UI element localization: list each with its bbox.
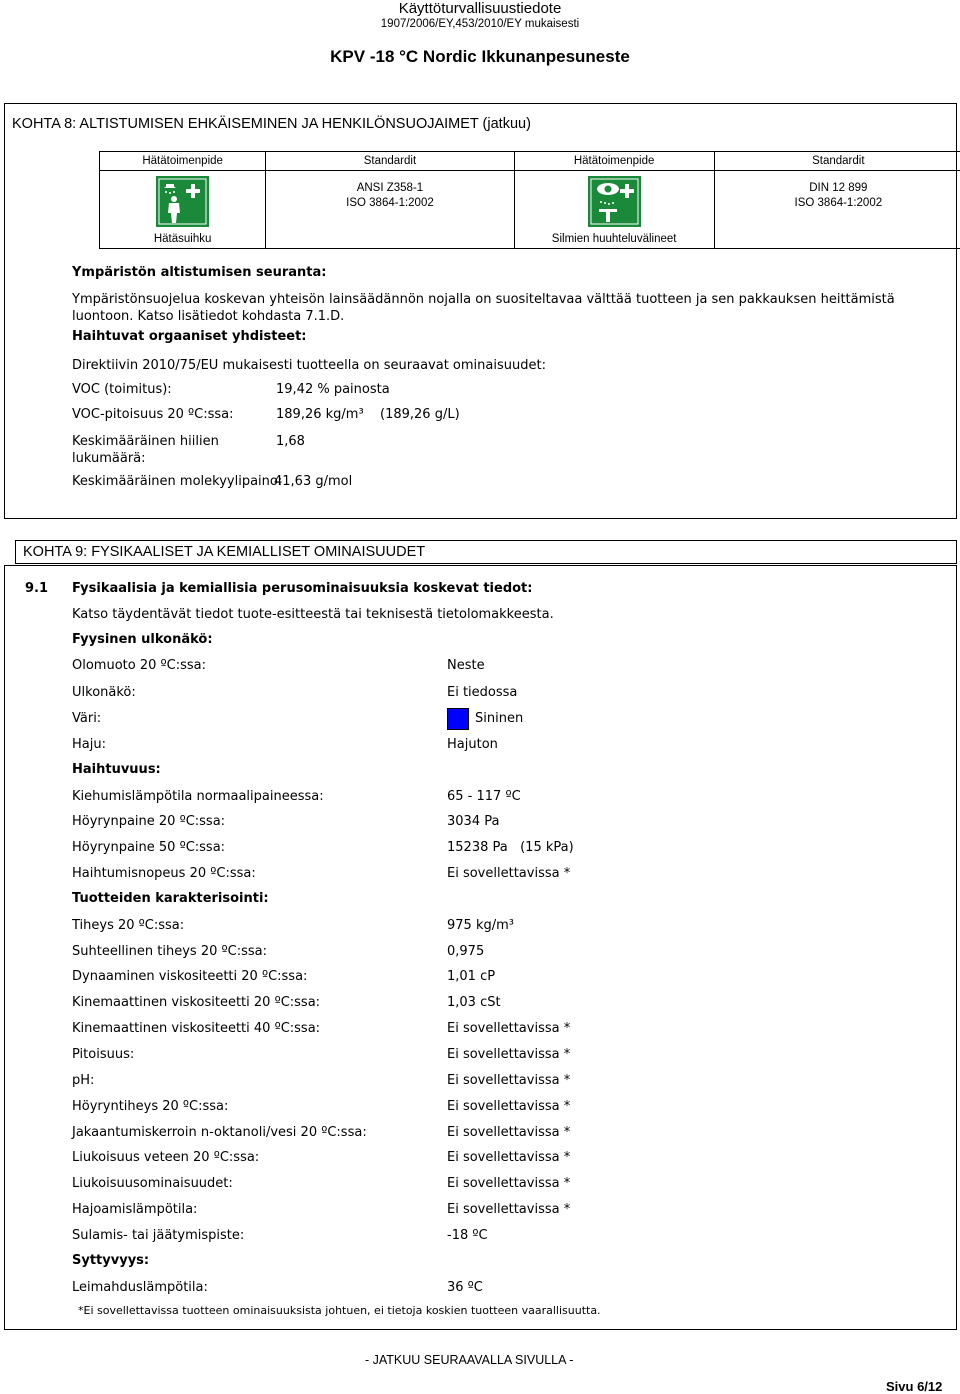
subsection-number: 9.1 [25, 581, 49, 596]
shower-label: Hätäsuihku [153, 233, 212, 245]
voc-heading: Haihtuvat orgaaniset yhdisteet: [72, 329, 307, 344]
kin-visc40-label: Kinemaattinen viskositeetti 40 ºC:ssa: [72, 1021, 321, 1036]
voc-intro: Direktiivin 2010/75/EU mukaisesti tuotteella on seuraavat ominaisuudet: [72, 358, 546, 373]
appearance-heading: Fyysinen ulkonäkö: [72, 632, 213, 647]
water-sol-label: Liukoisuus veteen 20 ºC:ssa: [72, 1150, 260, 1165]
decomp-label: Hajoamislämpötila: [72, 1202, 198, 1217]
shower-standards [266, 171, 514, 249]
melting-value: -18 ºC [447, 1228, 488, 1243]
regulation-reference: 1907/2006/EY,453/2010/EY mukaisesti [380, 18, 580, 30]
table-header: Hätätoimenpide [514, 152, 714, 171]
flash-value: 36 ºC [447, 1280, 483, 1295]
carbon-label-2: lukumäärä: [72, 451, 146, 466]
color-swatch [447, 708, 469, 730]
decomp-value: Ei sovellettavissa * [447, 1202, 571, 1217]
vapor-density-value: Ei sovellettavissa * [447, 1099, 571, 1114]
density-value: 975 kg/m³ [447, 918, 514, 933]
env-text-line-2: luontoon. Katso lisätiedot kohdasta 7.1.D. [72, 309, 345, 324]
mw-label: Keskimääräinen molekyylipaino: [72, 474, 283, 489]
voc-label: VOC (toimitus): [72, 382, 172, 397]
vapor50-value: 15238 Pa (15 kPa) [447, 840, 574, 855]
section-9-intro: Katso täydentävät tiedot tuote-esitteestä tai teknisestä tietolomakkeesta. [72, 607, 554, 622]
shower-cell [100, 171, 266, 249]
vapor20-value: 3034 Pa [447, 814, 500, 829]
rel-density-label: Suhteellinen tiheys 20 ºC:ssa: [72, 944, 267, 959]
boiling-value: 65 - 117 ºC [447, 789, 521, 804]
subsection-title: Fysikaalisia ja kemiallisia perusominaisuuksia koskevat tiedot: [72, 581, 533, 596]
standard-iso: ISO 3864-1:2002 [794, 197, 883, 209]
melting-label: Sulamis- tai jäätymispiste: [72, 1228, 245, 1243]
rel-density-value: 0,975 [447, 944, 485, 959]
characterization-heading: Tuotteiden karakterisointi: [72, 891, 269, 906]
document-type: Käyttöturvallisuustiedote [398, 0, 562, 17]
sol-props-value: Ei sovellettavissa * [447, 1176, 571, 1191]
sol-props-label: Liukoisuusominaisuudet: [72, 1176, 233, 1191]
table-header: Standardit [714, 152, 960, 171]
kin-visc20-value: 1,03 cSt [447, 995, 501, 1010]
env-text-line-1: Ympäristönsuojelua koskevan yhteisön lainsäädännön nojalla on suositeltavaa välttää tuotteen ja sen pakkauksen heittämistä [72, 292, 895, 307]
standard-iso: ISO 3864-1:2002 [346, 197, 434, 209]
table-header: Standardit [266, 152, 514, 171]
eyewash-cell [514, 171, 714, 249]
mw-value: 41,63 g/mol [274, 474, 353, 489]
water-sol-value: Ei sovellettavissa * [447, 1150, 571, 1165]
vapor-density-label: Höyryntiheys 20 ºC:ssa: [72, 1099, 229, 1114]
ph-value: Ei sovellettavissa * [447, 1073, 571, 1088]
product-name: KPV -18 °C Nordic Ikkunanpesuneste [330, 47, 630, 66]
boiling-label: Kiehumislämpötila normaalipaineessa: [72, 789, 324, 804]
carbon-value: 1,68 [276, 434, 305, 449]
evaporation-value: Ei sovellettavissa * [447, 866, 571, 881]
concentration-value: Ei sovellettavissa * [447, 1047, 571, 1062]
physical-state-label: Olomuoto 20 ºC:ssa: [72, 658, 206, 673]
emergency-shower-icon [156, 176, 209, 227]
appearance-label: Ulkonäkö: [72, 685, 136, 700]
kin-visc40-value: Ei sovellettavissa * [447, 1021, 571, 1036]
voc-value: 19,42 % painosta [276, 382, 390, 397]
continue-notice: - JATKUU SEURAAVALLA SIVULLA - [365, 1353, 574, 1367]
voc-content-alt: (189,26 g/L) [380, 407, 460, 422]
vapor20-label: Höyrynpaine 20 ºC:ssa: [72, 814, 226, 829]
physical-state-value: Neste [447, 658, 485, 673]
emergency-equipment-table [99, 151, 960, 249]
evaporation-label: Haihtumisnopeus 20 ºC:ssa: [72, 866, 256, 881]
section-9-title: KOHTA 9: FYSIKAALISET JA KEMIALLISET OMINAISUUDET [15, 540, 957, 564]
ph-label: pH: [72, 1073, 95, 1088]
footnote: *Ei sovellettavissa tuotteen ominaisuuksista johtuen, ei tietoja koskien tuotteen vaarallisuutta. [78, 1304, 601, 1317]
vapor50-label: Höyrynpaine 50 ºC:ssa: [72, 840, 226, 855]
partition-value: Ei sovellettavissa * [447, 1125, 571, 1140]
page-number: Sivu 6/12 [886, 1379, 943, 1394]
density-label: Tiheys 20 ºC:ssa: [72, 918, 185, 933]
flash-label: Leimahduslämpötila: [72, 1280, 208, 1295]
dyn-visc-value: 1,01 cP [447, 969, 496, 984]
appearance-value: Ei tiedossa [447, 685, 518, 700]
color-label: Väri: [72, 711, 102, 726]
section-8-title: KOHTA 8: ALTISTUMISEN EHKÄISEMINEN JA HENKILÖNSUOJAIMET (jatkuu) [12, 116, 531, 132]
carbon-label-1: Keskimääräinen hiilien [72, 434, 219, 449]
color-value: Sininen [475, 711, 524, 726]
standard-ansi: ANSI Z358-1 [356, 182, 424, 194]
odor-label: Haju: [72, 737, 106, 752]
dyn-visc-label: Dynaaminen viskositeetti 20 ºC:ssa: [72, 969, 308, 984]
eyewash-icon [588, 176, 641, 227]
env-heading: Ympäristön altistumisen seuranta: [72, 265, 327, 280]
voc-content-label: VOC-pitoisuus 20 ºC:ssa: [72, 407, 234, 422]
eyewash-label: Silmien huuhteluvälineet [551, 233, 677, 245]
standard-din: DIN 12 899 [809, 182, 868, 194]
table-header: Hätätoimenpide [100, 152, 266, 171]
voc-content-value: 189,26 kg/m³ [276, 407, 364, 422]
volatility-heading: Haihtuvuus: [72, 762, 161, 777]
kin-visc20-label: Kinemaattinen viskositeetti 20 ºC:ssa: [72, 995, 321, 1010]
eyewash-standards [714, 171, 960, 249]
odor-value: Hajuton [447, 737, 498, 752]
partition-label: Jakaantumiskerroin n-oktanoli/vesi 20 ºC:ssa: [72, 1125, 367, 1140]
flammability-heading: Syttyvyys: [72, 1253, 150, 1268]
concentration-label: Pitoisuus: [72, 1047, 135, 1062]
